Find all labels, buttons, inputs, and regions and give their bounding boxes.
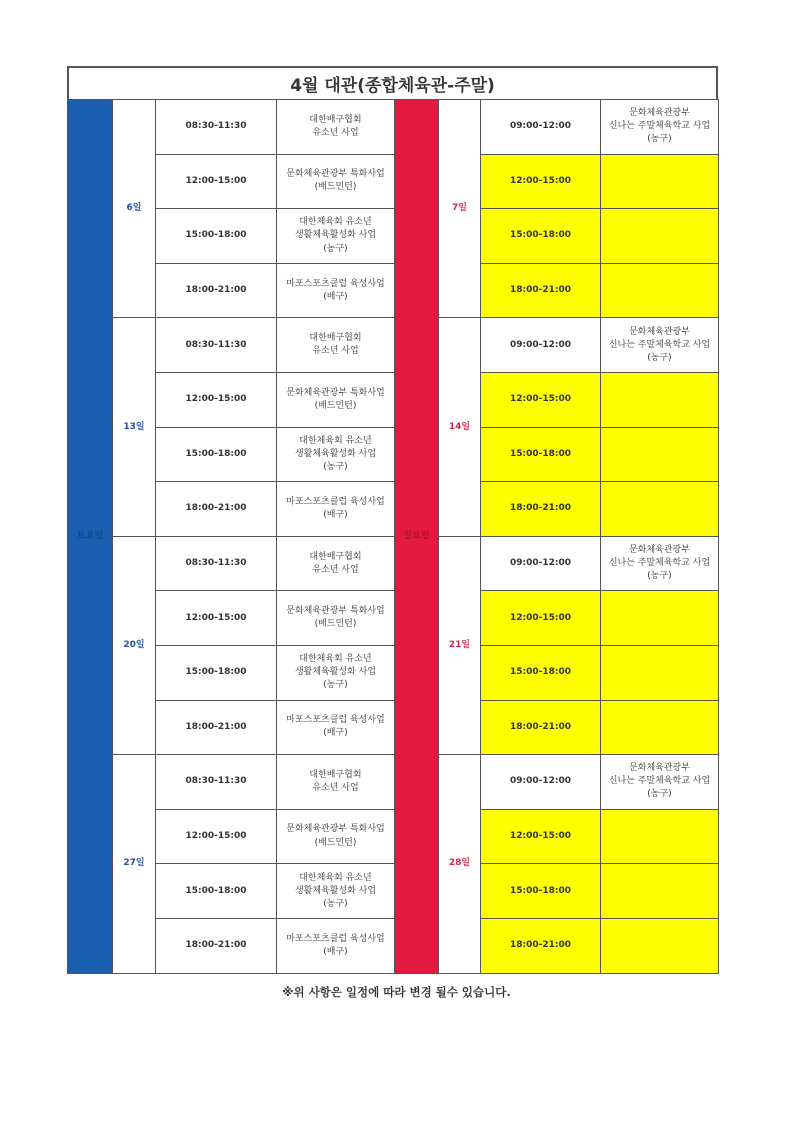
program-line: 생활체육활성화 사업 [294, 230, 377, 241]
saturday-time-slot: 15:00-18:00 [156, 209, 277, 264]
program-line: (농구) [647, 134, 672, 145]
table-row [68, 263, 719, 318]
sunday-time-slot: 09:00-12:00 [481, 318, 601, 373]
table-row [68, 427, 719, 482]
saturday-time-slot: 08:30-11:30 [156, 318, 277, 373]
table-row [68, 864, 719, 919]
sunday-time-slot: 09:00-12:00 [481, 755, 601, 810]
saturday-time-slot: 18:00-21:00 [156, 263, 277, 318]
table-row [68, 536, 719, 591]
sunday-program [601, 318, 719, 373]
saturday-time-slot: 15:00-18:00 [156, 427, 277, 482]
table-row [68, 918, 719, 973]
table-row [68, 154, 719, 209]
sunday-open-slot [601, 482, 719, 537]
program-line: 문화체육관광부 특화사업 [286, 824, 385, 835]
sunday-open-slot [601, 645, 719, 700]
saturday-time-slot: 08:30-11:30 [156, 100, 277, 155]
program-line: 유소년 사업 [312, 127, 359, 138]
program-line: (배구) [323, 509, 348, 520]
program-line: 유소년 사업 [312, 346, 359, 357]
sunday-program [601, 100, 719, 155]
sunday-time-slot: 12:00-15:00 [481, 591, 601, 646]
saturday-program [277, 700, 395, 755]
saturday-program [277, 755, 395, 810]
table-row [68, 755, 719, 810]
sunday-time-slot: 18:00-21:00 [481, 482, 601, 537]
sunday-time-slot: 18:00-21:00 [481, 700, 601, 755]
sunday-time-slot: 09:00-12:00 [481, 536, 601, 591]
table-row [68, 482, 719, 537]
saturday-time-slot: 15:00-18:00 [156, 864, 277, 919]
program-line: 문화체육관광부 특화사업 [286, 606, 385, 617]
program-line: 마포스포츠클럽 육성사업 [286, 496, 385, 507]
saturday-program [277, 209, 395, 264]
sunday-time-slot: 15:00-18:00 [481, 645, 601, 700]
program-line: (배드민턴) [314, 400, 357, 411]
program-line: 생활체육활성화 사업 [294, 667, 377, 678]
program-line: 신나는 주말체육학교 사업 [608, 339, 711, 350]
program-line: 문화체육관광부 [629, 763, 690, 774]
sunday-time-slot: 12:00-15:00 [481, 372, 601, 427]
saturday-time-slot: 08:30-11:30 [156, 536, 277, 591]
sunday-time-slot: 18:00-21:00 [481, 263, 601, 318]
program-line: (농구) [647, 571, 672, 582]
sunday-time-slot: 15:00-18:00 [481, 209, 601, 264]
table-row [68, 372, 719, 427]
sunday-date: 28일 [439, 755, 481, 973]
saturday-program [277, 100, 395, 155]
sunday-open-slot [601, 154, 719, 209]
program-line: 대한배구협회 [309, 333, 362, 344]
program-line: 마포스포츠클럽 육성사업 [286, 715, 385, 726]
table-row [68, 209, 719, 264]
program-line: (농구) [323, 680, 348, 691]
saturday-program [277, 427, 395, 482]
saturday-time-slot: 12:00-15:00 [156, 372, 277, 427]
program-line: 신나는 주말체육학교 사업 [608, 121, 711, 132]
sunday-program [601, 755, 719, 810]
schedule-table [67, 99, 719, 974]
sunday-open-slot [601, 263, 719, 318]
program-line: 문화체육관광부 [629, 544, 690, 555]
sunday-time-slot: 09:00-12:00 [481, 100, 601, 155]
program-line: 문화체육관광부 [629, 326, 690, 337]
program-line: (농구) [323, 243, 348, 254]
schedule-body [68, 100, 719, 974]
sunday-time-slot: 15:00-18:00 [481, 864, 601, 919]
program-line: 문화체육관광부 특화사업 [286, 169, 385, 180]
program-line: 유소년 사업 [312, 782, 359, 793]
program-line: (배구) [323, 728, 348, 739]
program-line: (배구) [323, 946, 348, 957]
program-line: 대한배구협회 [309, 114, 362, 125]
sunday-date: 21일 [439, 536, 481, 754]
saturday-program [277, 372, 395, 427]
saturday-program [277, 318, 395, 373]
program-line: 대한체육회 유소년 [299, 872, 372, 883]
sunday-band: 일요일 [395, 100, 439, 974]
program-line: (배드민턴) [314, 619, 357, 630]
sunday-open-slot [601, 864, 719, 919]
program-line: 대한체육회 유소년 [299, 217, 372, 228]
program-line: 대한체육회 유소년 [299, 654, 372, 665]
program-line: 신나는 주말체육학교 사업 [608, 776, 711, 787]
sunday-open-slot [601, 809, 719, 864]
saturday-date: 20일 [113, 536, 156, 754]
program-line: (농구) [323, 898, 348, 909]
saturday-time-slot: 18:00-21:00 [156, 482, 277, 537]
sunday-open-slot [601, 918, 719, 973]
saturday-time-slot: 12:00-15:00 [156, 809, 277, 864]
program-line: (농구) [647, 352, 672, 363]
table-row [68, 645, 719, 700]
saturday-program [277, 536, 395, 591]
saturday-program [277, 918, 395, 973]
program-line: (농구) [647, 789, 672, 800]
sunday-date: 14일 [439, 318, 481, 536]
saturday-program [277, 154, 395, 209]
saturday-time-slot: 18:00-21:00 [156, 918, 277, 973]
program-line: (배드민턴) [314, 182, 357, 193]
sunday-open-slot [601, 372, 719, 427]
saturday-band: 토요일 [68, 100, 113, 974]
sunday-time-slot: 12:00-15:00 [481, 154, 601, 209]
program-line: (배드민턴) [314, 837, 357, 848]
sunday-time-slot: 15:00-18:00 [481, 427, 601, 482]
saturday-time-slot: 12:00-15:00 [156, 591, 277, 646]
saturday-program [277, 809, 395, 864]
sunday-open-slot [601, 209, 719, 264]
table-row [68, 591, 719, 646]
program-line: (배구) [323, 291, 348, 302]
saturday-program [277, 864, 395, 919]
saturday-program [277, 263, 395, 318]
sunday-open-slot [601, 591, 719, 646]
program-line: 대한배구협회 [309, 769, 362, 780]
table-row [68, 100, 719, 155]
program-line: 신나는 주말체육학교 사업 [608, 558, 711, 569]
sunday-date: 7일 [439, 100, 481, 318]
program-line: (농구) [323, 461, 348, 472]
sunday-time-slot: 12:00-15:00 [481, 809, 601, 864]
page-title: 4월 대관(종합체육관-주말) [67, 66, 718, 99]
sunday-time-slot: 18:00-21:00 [481, 918, 601, 973]
footer-note: ※위 사항은 일정에 따라 변경 될수 있습니다. [282, 985, 511, 999]
program-line: 마포스포츠클럽 육성사업 [286, 278, 385, 289]
program-line: 생활체육활성화 사업 [294, 448, 377, 459]
saturday-date: 13일 [113, 318, 156, 536]
saturday-time-slot: 12:00-15:00 [156, 154, 277, 209]
program-line: 대한체육회 유소년 [299, 435, 372, 446]
saturday-program [277, 591, 395, 646]
program-line: 문화체육관광부 [629, 108, 690, 119]
saturday-program [277, 482, 395, 537]
saturday-time-slot: 18:00-21:00 [156, 700, 277, 755]
sunday-open-slot [601, 427, 719, 482]
schedule-sheet [67, 66, 718, 974]
table-row [68, 318, 719, 373]
saturday-program [277, 645, 395, 700]
saturday-date: 6일 [113, 100, 156, 318]
table-row [68, 700, 719, 755]
saturday-time-slot: 08:30-11:30 [156, 755, 277, 810]
table-row [68, 809, 719, 864]
program-line: 생활체육활성화 사업 [294, 885, 377, 896]
program-line: 대한배구협회 [309, 551, 362, 562]
saturday-time-slot: 15:00-18:00 [156, 645, 277, 700]
program-line: 문화체육관광부 특화사업 [286, 387, 385, 398]
sunday-open-slot [601, 700, 719, 755]
saturday-date: 27일 [113, 755, 156, 973]
program-line: 유소년 사업 [312, 564, 359, 575]
program-line: 마포스포츠클럽 육성사업 [286, 933, 385, 944]
sunday-program [601, 536, 719, 591]
